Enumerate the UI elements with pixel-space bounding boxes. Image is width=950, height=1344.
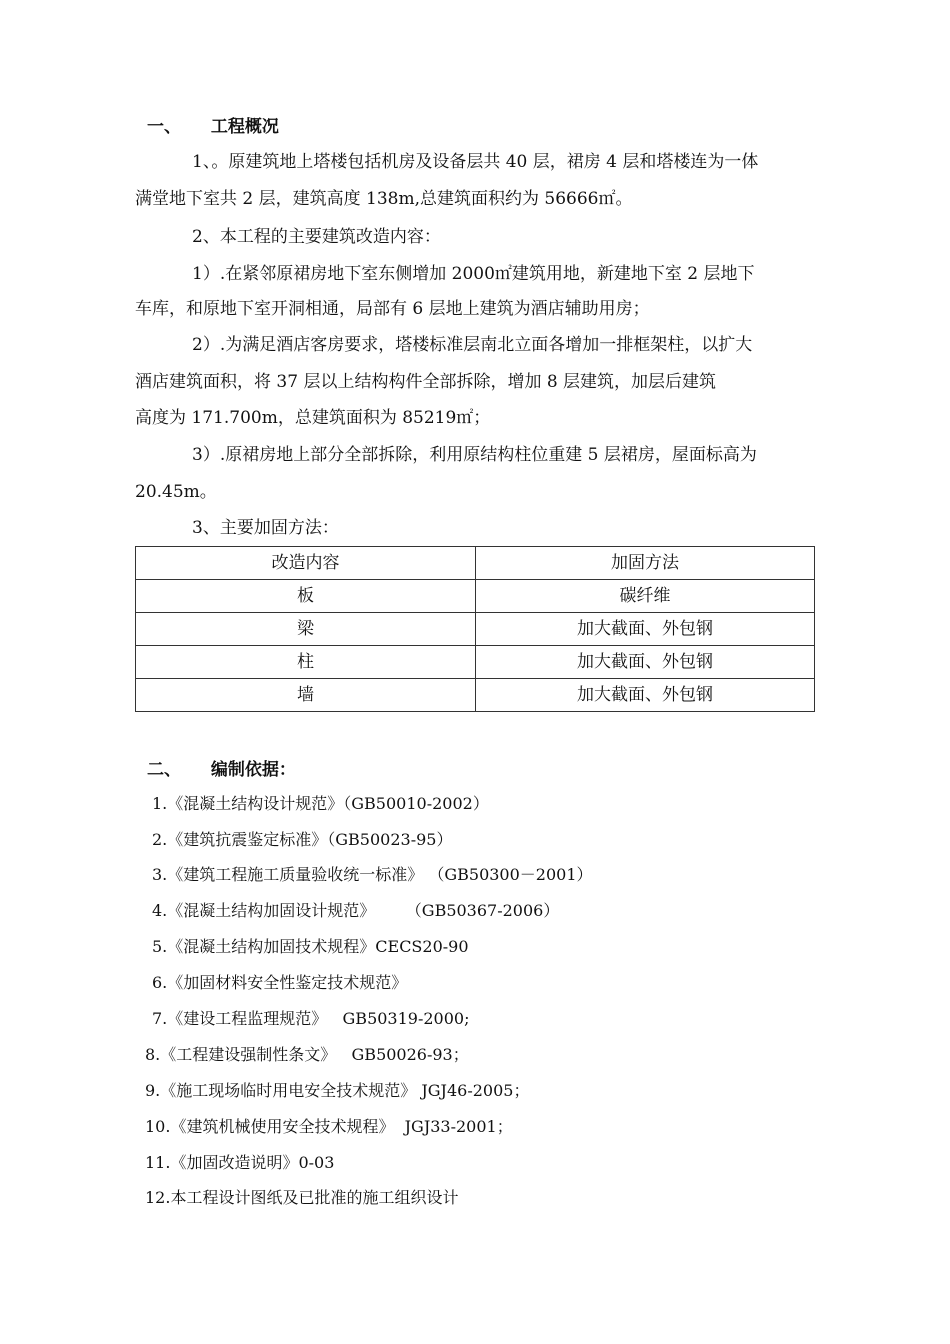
- overview-paragraph-4-line-3: 高度为 171.700m，总建筑面积为 85219㎡；: [135, 408, 491, 428]
- table-cell: 加大截面、外包钢: [476, 613, 815, 646]
- reference-item-2: 2.《建筑抗震鉴定标准》（GB50023-95）: [152, 830, 453, 849]
- table-header-cell: 加固方法: [476, 547, 815, 580]
- table-row: [136, 580, 815, 613]
- section-2-title: 编制依据：: [210, 760, 296, 780]
- reinforcement-methods-table: [135, 546, 815, 712]
- overview-paragraph-5-line-2: 20.45m。: [135, 482, 217, 502]
- overview-paragraph-3-line-1: 1）.在紧邻原裙房地下室东侧增加 2000㎡建筑用地，新建地下室 2 层地下: [192, 264, 755, 284]
- overview-paragraph-1-line-1: 1、。原建筑地上塔楼包括机房及设备层共 40 层，裙房 4 层和塔楼连为一体: [192, 152, 759, 172]
- overview-paragraph-6: 3、主要加固方法：: [192, 518, 339, 538]
- overview-paragraph-2: 2、本工程的主要建筑改造内容：: [192, 227, 441, 247]
- table-cell: 板: [136, 580, 476, 613]
- overview-paragraph-5-line-1: 3）.原裙房地上部分全部拆除，利用原结构柱位重建 5 层裙房，屋面标高为: [192, 445, 757, 465]
- table-cell: 碳纤维: [476, 580, 815, 613]
- reference-item-1: 1.《混凝土结构设计规范》（GB50010-2002）: [152, 794, 489, 813]
- reference-item-4: 4.《混凝土结构加固设计规范》 （GB50367-2006）: [152, 901, 560, 920]
- reference-item-5: 5.《混凝土结构加固技术规程》CECS20-90: [152, 937, 469, 956]
- reference-item-6: 6.《加固材料安全性鉴定技术规范》: [152, 973, 408, 992]
- overview-paragraph-1-line-2: 满堂地下室共 2 层，建筑高度 138m,总建筑面积约为 56666㎡。: [135, 189, 633, 209]
- overview-paragraph-4-line-1: 2）.为满足酒店客房要求，塔楼标准层南北立面各增加一排框架柱，以扩大: [192, 335, 753, 355]
- table-cell: 墙: [136, 679, 476, 712]
- reference-item-12: 12.本工程设计图纸及已批准的施工组织设计: [145, 1188, 459, 1207]
- section-1-heading: [147, 115, 279, 139]
- table-row: [136, 613, 815, 646]
- table-cell: 柱: [136, 646, 476, 679]
- section-2-heading: [147, 758, 296, 782]
- section-1-title: 工程概况: [210, 117, 279, 137]
- reference-item-3: 3.《建筑工程施工质量验收统一标准》 （GB50300－2001）: [152, 865, 593, 884]
- table-header-row: [136, 547, 815, 580]
- reference-item-7: 7.《建设工程监理规范》 GB50319-2000;: [152, 1009, 470, 1028]
- table-row: [136, 646, 815, 679]
- reference-item-8: 8.《工程建设强制性条文》 GB50026-93；: [145, 1045, 469, 1064]
- reference-item-9: 9.《施工现场临时用电安全技术规范》 JGJ46-2005；: [145, 1081, 530, 1100]
- table-cell: 梁: [136, 613, 476, 646]
- reference-item-10: 10.《建筑机械使用安全技术规程》 JGJ33-2001；: [145, 1117, 513, 1136]
- overview-paragraph-3-line-2: 车库，和原地下室开洞相通，局部有 6 层地上建筑为酒店辅助用房；: [135, 299, 650, 319]
- table-cell: 加大截面、外包钢: [476, 679, 815, 712]
- table-header-cell: 改造内容: [136, 547, 476, 580]
- section-2-number: 二、: [147, 760, 181, 780]
- overview-paragraph-4-line-2: 酒店建筑面积，将 37 层以上结构构件全部拆除，增加 8 层建筑，加层后建筑: [135, 372, 717, 392]
- table-row: [136, 679, 815, 712]
- table-cell: 加大截面、外包钢: [476, 646, 815, 679]
- section-1-number: 一、: [147, 117, 181, 137]
- reference-item-11: 11.《加固改造说明》0-03: [145, 1153, 335, 1172]
